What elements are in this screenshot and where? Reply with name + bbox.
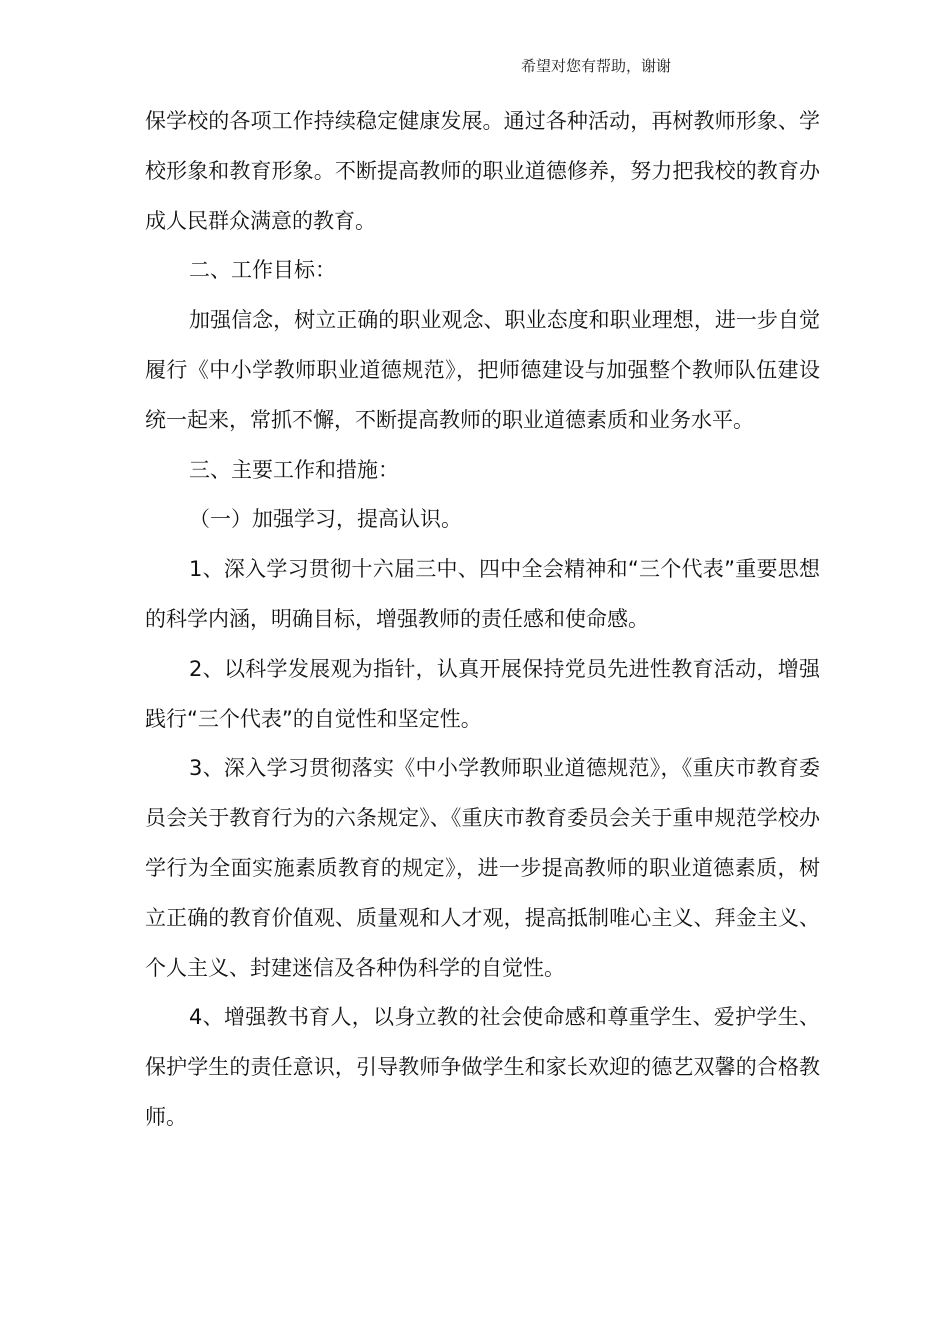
heading-work-goals: 二、工作目标： (189, 258, 336, 283)
paragraph-intro-continuation: 保学校的各项工作持续稳定健康发展。通过各种活动，再树教师形象、学校形象和教育形象。不断提高教师的职业道德修养，努力把我校的教育办成人民群众满意的教育。 (145, 109, 820, 233)
header-note: 希望对您有帮助，谢谢 (521, 57, 672, 75)
document-body (145, 97, 820, 1143)
subheading-strengthen-study: （一）加强学习，提高认识。 (189, 507, 462, 532)
list-item-1: 1、深入学习贯彻十六届三中、四中全会精神和“三个代表”重要思想的科学内涵，明确目标，增强教师的责任感和使命感。 (145, 557, 820, 631)
list-item-3: 3、深入学习贯彻落实《中小学教师职业道德规范》，《重庆市教育委员会关于教育行为的六条规定》、《重庆市教育委员会关于重申规范学校办学行为全面实施素质教育的规定》，进一步提高教师的职业道德素质，树立正确的教育价值观、质量观和人才观，提高抵制唯心主义、拜金主义、个人主义、封建迷信及各种伪科学的自觉性。 (145, 756, 820, 980)
paragraph-work-goals: 加强信念，树立正确的职业观念、职业态度和职业理想，进一步自觉履行《中小学教师职业道德规范》，把师德建设与加强整个教师队伍建设统一起来，常抓不懈，不断提高教师的职业道德素质和业务水平。 (145, 308, 820, 432)
list-item-2: 2、以科学发展观为指针，认真开展保持党员先进性教育活动，增强践行“三个代表”的自觉性和坚定性。 (145, 656, 820, 731)
list-item-4: 4、增强教书育人，以身立教的社会使命感和尊重学生、爱护学生、保护学生的责任意识，引导教师争做学生和家长欢迎的德艺双馨的合格教师。 (145, 1005, 820, 1129)
heading-main-work-measures: 三、主要工作和措施： (189, 457, 399, 482)
